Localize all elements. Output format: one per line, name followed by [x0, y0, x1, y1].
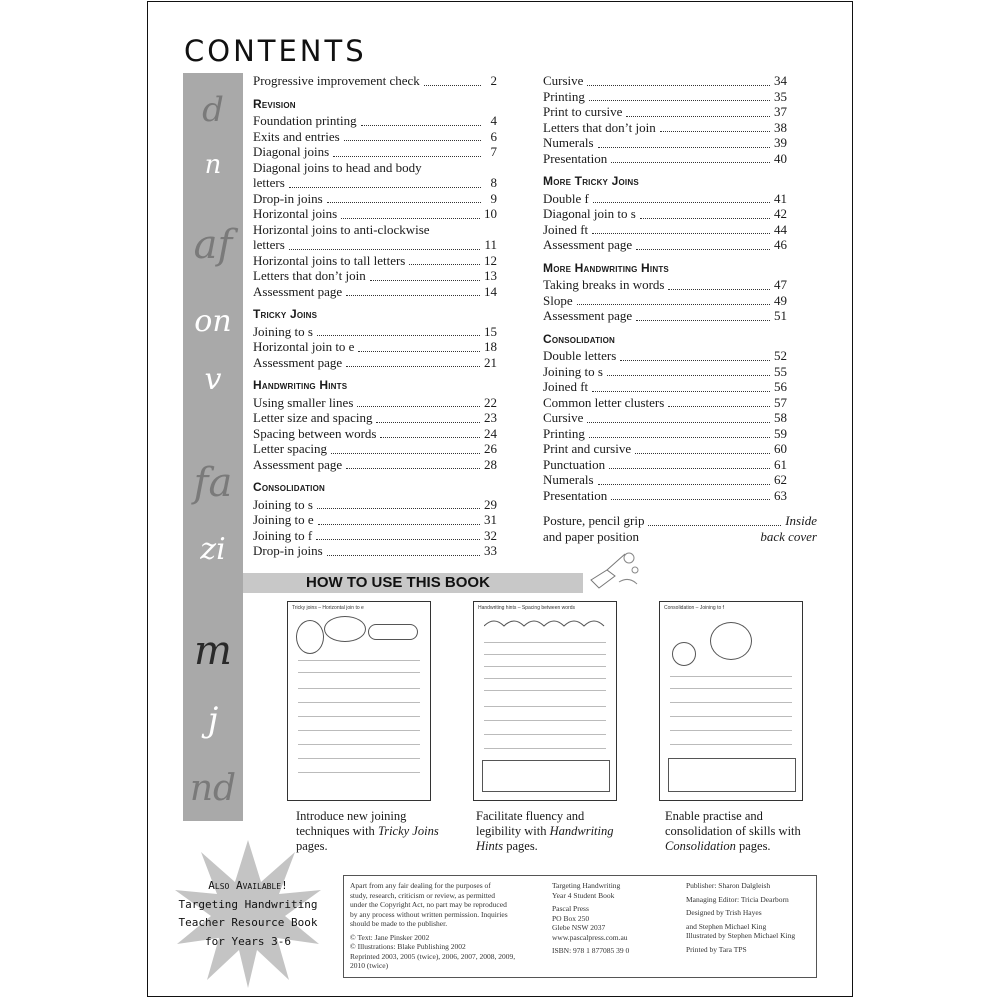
entry-label: Spacing between words [253, 425, 377, 441]
entry-label: Assessment page [543, 237, 633, 252]
entry-label: Letter size and spacing [253, 410, 373, 425]
entry-page: 34 [774, 73, 787, 88]
leader-dots [331, 453, 480, 454]
caption-text: pages. [735, 839, 771, 853]
contents-entry [543, 426, 787, 442]
imprint-line: should be made to the publisher. [350, 919, 448, 928]
contents-entry-line1: Horizontal joins to anti-clockwise [253, 221, 430, 237]
entry-page: 55 [774, 363, 787, 379]
entry-label: Horizontal joins to tall letters [253, 252, 406, 268]
entry-label: Presentation [543, 487, 608, 503]
imprint-credits [686, 881, 816, 958]
leader-dots [636, 249, 770, 250]
contents-entry [543, 308, 787, 324]
contents-entry [543, 528, 817, 545]
entry-label: Assessment page [253, 456, 343, 472]
leader-dots [346, 366, 480, 367]
entry-label: Slope [543, 292, 573, 308]
imprint-line: under the Copyright Act, no part may be reproduced [350, 900, 507, 909]
entry-label: Double letters [543, 348, 617, 363]
entry-label: Joining to s [253, 323, 313, 339]
imprint-line: Pascal Press [552, 904, 589, 913]
caption-section-name: Tricky Joins [377, 824, 439, 838]
character-illustration [710, 622, 752, 660]
contents-right-column [543, 73, 817, 544]
leader-dots [318, 524, 480, 525]
imprint-line: 2010 (twice) [350, 961, 389, 970]
contents-entry [253, 144, 497, 160]
contents-entry [253, 268, 497, 284]
leader-dots [346, 468, 480, 469]
imprint-line: Year 4 Student Book [552, 890, 615, 900]
entry-page: Inside [785, 513, 817, 528]
entry-label: Assessment page [253, 283, 343, 299]
imprint-line: Managing Editor: Tricia Dearborn [686, 894, 789, 904]
strip-letter: zi [200, 532, 226, 567]
entry-label: and paper position [543, 528, 640, 544]
contents-entry [253, 528, 497, 544]
entry-page: 42 [774, 206, 787, 221]
contents-entry [253, 73, 497, 89]
entry-label: Joining to s [253, 496, 313, 512]
imprint-line: Targeting Handwriting [552, 881, 621, 890]
entry-page: 26 [484, 441, 497, 456]
entry-page: 15 [484, 323, 497, 339]
entry-page: 63 [774, 487, 787, 503]
leader-dots [327, 202, 481, 203]
entry-label: Joined ft [543, 221, 589, 237]
pencil-doodle-icon [585, 546, 645, 596]
leader-dots [333, 156, 481, 157]
contents-entry [543, 472, 787, 488]
contents-entry [253, 543, 497, 559]
entry-label: Joining to e [253, 512, 314, 527]
entry-page: 35 [774, 88, 787, 104]
entry-page: 62 [774, 472, 787, 487]
leader-dots [587, 422, 770, 423]
entry-page: 29 [484, 496, 497, 512]
also-available-line2: Targeting Handwriting [178, 897, 318, 911]
thumbnail-header: Tricky joins – Horizontal join to e [292, 605, 364, 611]
contents-entry [543, 120, 787, 136]
entry-page: 37 [774, 104, 787, 119]
strip-letter: m [194, 628, 232, 674]
leader-dots [357, 406, 480, 407]
section-heading: Consolidation [543, 331, 616, 346]
imprint-line: www.pascalpress.com.au [552, 932, 628, 942]
entry-label: Progressive improvement check [253, 73, 420, 88]
imprint-line: Illustrated by Stephen Michael King [686, 931, 796, 940]
entry-page: 28 [484, 456, 497, 472]
character-illustration [296, 620, 324, 654]
leader-dots [598, 484, 770, 485]
leader-dots [316, 539, 480, 540]
contents-entry [253, 206, 497, 222]
entry-label: Letters that don’t join [253, 268, 366, 283]
leader-dots [589, 437, 770, 438]
entry-page: 8 [490, 175, 497, 190]
contents-entry [543, 222, 787, 238]
contents-entry-line1: Diagonal joins to head and body [253, 159, 422, 175]
entry-label: Joined ft [543, 379, 589, 394]
entry-label: Joining to s [543, 363, 603, 379]
entry-label: Diagonal joins [253, 144, 330, 159]
sample-page-thumbnail-handwriting-hints [473, 601, 617, 801]
leader-dots [620, 360, 770, 361]
contents-entry [253, 426, 497, 442]
entry-label: Horizontal joins [253, 206, 338, 221]
entry-page: 6 [490, 128, 497, 144]
also-available-line3: Teacher Resource Book [178, 916, 318, 929]
entry-page: 61 [774, 456, 787, 472]
entry-page: 38 [774, 119, 787, 135]
entry-page: 52 [774, 348, 787, 363]
leader-dots [370, 280, 480, 281]
imprint-isbn: ISBN: 978 1 877085 39 0 [552, 946, 630, 955]
how-to-use-heading: HOW TO USE THIS BOOK [306, 574, 490, 591]
imprint-book-info [552, 881, 672, 956]
entry-page: 24 [484, 425, 497, 441]
leader-dots [358, 351, 480, 352]
entry-page: 49 [774, 292, 787, 308]
contents-entry [253, 497, 497, 513]
contents-entry [543, 206, 787, 222]
contents-entry [543, 488, 787, 504]
entry-page: 32 [484, 527, 497, 543]
imprint-line: © Text: Jane Pinsker 2002 [350, 932, 430, 942]
caption-section-name: Handwriting Hints [476, 824, 614, 853]
speech-bubble [324, 616, 366, 642]
leader-dots [587, 85, 770, 86]
entry-label: Assessment page [543, 308, 633, 323]
contents-entry [543, 364, 787, 380]
sample-page-thumbnail-tricky-joins [287, 601, 431, 801]
sample-page-thumbnail-consolidation [659, 601, 803, 801]
contents-entry [253, 324, 497, 340]
section-heading: Consolidation [253, 480, 326, 494]
leader-dots [376, 422, 480, 423]
leader-dots [341, 218, 480, 219]
contents-entry [253, 457, 497, 473]
thumbnail-caption-consolidation [665, 809, 815, 854]
entry-page: 14 [484, 283, 497, 299]
entry-label: letters [253, 237, 285, 252]
entry-label: Numerals [543, 472, 594, 487]
imprint-box [343, 875, 817, 978]
contents-entry [253, 512, 497, 528]
example-box [368, 624, 418, 640]
leader-dots [361, 125, 481, 126]
entry-page: 33 [484, 543, 497, 558]
imprint-line: Reprinted 2003, 2005 (twice), 2006, 2007, 2008, 2009, [350, 951, 516, 961]
imprint-line: and Stephen Michael King [686, 921, 767, 931]
entry-page: 9 [490, 190, 497, 206]
leader-dots [668, 406, 770, 407]
imprint-line: by any process without written permission. Inquiries [350, 909, 508, 919]
entry-page: 10 [484, 206, 497, 221]
entry-label: Using smaller lines [253, 394, 354, 410]
caption-text: Enable practise and consolidation of skills with [665, 809, 801, 838]
imprint-line: study, research, criticism or review, as permitted [350, 890, 496, 900]
entry-label: letters [253, 175, 285, 190]
entry-label: Drop-in joins [253, 190, 323, 206]
caption-text: Facilitate fluency and legibility with [476, 809, 585, 838]
entry-page: 4 [490, 113, 497, 128]
strip-letter: nd [189, 768, 237, 809]
assessment-box [482, 760, 610, 792]
leader-dots [346, 295, 480, 296]
contents-entry [253, 129, 497, 145]
contents-left-column [253, 73, 497, 559]
entry-page: 11 [484, 237, 497, 252]
entry-page: 13 [484, 268, 497, 283]
contents-entry [543, 73, 787, 89]
entry-label: Taking breaks in words [543, 277, 665, 292]
contents-entry [543, 237, 787, 253]
assessment-box [668, 758, 796, 792]
contents-entry [253, 441, 497, 457]
entry-label: Common letter clusters [543, 394, 665, 410]
entry-label: Cursive [543, 410, 584, 425]
entry-page: 46 [774, 237, 787, 252]
leader-dots [289, 249, 481, 250]
entry-page: 60 [774, 441, 787, 456]
leader-dots [636, 320, 770, 321]
entry-label: Horizontal join to e [253, 339, 355, 354]
entry-label: Assessment page [253, 354, 343, 370]
character-illustration [672, 642, 696, 666]
entry-label: Letter spacing [253, 441, 327, 456]
entry-page: 40 [774, 150, 787, 166]
entry-page: 51 [774, 308, 787, 323]
imprint-copyright [350, 881, 538, 971]
thumbnail-header: Handwriting hints – Spacing between words [478, 605, 575, 611]
contents-entry [543, 348, 787, 364]
leader-dots [589, 100, 770, 101]
leader-dots [409, 264, 480, 265]
imprint-line: Glebe NSW 2037 [552, 923, 606, 932]
section-heading: Handwriting Hints [253, 378, 348, 392]
leader-dots [648, 525, 781, 526]
imprint-line: Publisher: Sharon Dalgleish [686, 881, 771, 890]
caption-text: pages. [296, 839, 328, 853]
entry-page: 12 [484, 252, 497, 268]
leader-dots [344, 140, 481, 141]
entry-page: 18 [484, 339, 497, 354]
entry-label: Letters that don’t join [543, 119, 656, 135]
entry-label: Foundation printing [253, 113, 357, 128]
leader-dots [626, 116, 770, 117]
contents-entry [543, 135, 787, 151]
entry-label: Diagonal join to s [543, 206, 636, 221]
entry-page: 39 [774, 135, 787, 150]
contents-entry [253, 237, 497, 253]
contents-entry [253, 113, 497, 129]
leader-dots [640, 218, 770, 219]
entry-page: 44 [774, 221, 787, 237]
contents-entry [543, 277, 787, 293]
contents-entry [543, 457, 787, 473]
contents-entry [543, 379, 787, 395]
leader-dots [327, 555, 480, 556]
also-available-line4: for Years 3-6 [204, 934, 292, 948]
entry-page: 59 [774, 425, 787, 441]
entry-label: Double f [543, 190, 589, 206]
entry-page: 21 [484, 354, 497, 370]
section-heading: More Tricky Joins [543, 174, 639, 188]
contents-entry [253, 395, 497, 411]
entry-page: 23 [484, 410, 497, 425]
also-available-line1: Also Available! [208, 879, 288, 892]
contents-entry [543, 441, 787, 457]
leader-dots [289, 187, 481, 188]
leader-dots [317, 335, 480, 336]
contents-entry [543, 89, 787, 105]
leader-dots [609, 468, 770, 469]
entry-label: Cursive [543, 73, 584, 88]
entry-page: 58 [774, 410, 787, 425]
contents-entry [543, 513, 817, 529]
strip-letter: v [204, 362, 222, 397]
contents-entry [543, 410, 787, 426]
page-title: CONTENTS [184, 34, 367, 68]
imprint-line: Designed by Trish Hayes [686, 908, 762, 917]
caption-text: Introduce new joining techniques with [296, 809, 407, 838]
entry-label: Presentation [543, 150, 608, 166]
strip-letter: d [202, 90, 224, 130]
section-heading: Revision [253, 96, 296, 111]
contents-entry [253, 410, 497, 426]
imprint-line: PO Box 250 [552, 913, 590, 923]
entry-page: back cover [760, 528, 817, 544]
leader-dots [607, 375, 770, 376]
entry-label: Printing [543, 425, 585, 441]
thumbnail-header: Consolidation – Joining to f [664, 605, 725, 611]
entry-label: Joining to f [253, 527, 313, 543]
also-available-text [173, 877, 323, 951]
strip-letter: on [194, 304, 232, 339]
leader-dots [611, 499, 770, 500]
entry-label: Exits and entries [253, 128, 340, 144]
contents-entry [253, 253, 497, 269]
entry-page: 57 [774, 394, 787, 410]
entry-label: Print to cursive [543, 104, 623, 119]
contents-entry [253, 355, 497, 371]
leader-dots [611, 162, 770, 163]
entry-label: Punctuation [543, 456, 606, 472]
entry-page: 41 [774, 190, 787, 206]
entry-page: 22 [484, 394, 497, 410]
entry-page: 47 [774, 277, 787, 292]
leader-dots [424, 85, 481, 86]
contents-entry [253, 175, 497, 191]
caption-section-name: Consolidation [665, 839, 736, 853]
imprint-line: Apart from any fair dealing for the purposes of [350, 881, 491, 890]
entry-page: 7 [490, 144, 497, 159]
caption-text: pages. [503, 839, 538, 853]
contents-entry [543, 191, 787, 207]
strip-letter: n [204, 150, 222, 180]
contents-entry [253, 284, 497, 300]
leader-dots [593, 202, 770, 203]
strip-letter: fa [193, 460, 233, 506]
leader-dots [592, 391, 770, 392]
leader-dots [577, 304, 770, 305]
imprint-line: Printed by Tara TPS [686, 944, 747, 954]
entry-label: Posture, pencil grip [543, 513, 645, 528]
entry-page: 56 [774, 379, 787, 394]
contents-entry [543, 293, 787, 309]
entry-label: Print and cursive [543, 441, 632, 456]
contents-entry [253, 191, 497, 207]
entry-page: 31 [484, 512, 497, 527]
section-heading: Tricky Joins [253, 307, 318, 321]
contents-entry [543, 151, 787, 167]
leader-dots [660, 131, 770, 132]
entry-label: Drop-in joins [253, 543, 323, 558]
leader-dots [380, 437, 480, 438]
section-heading: More Handwriting Hints [543, 260, 669, 275]
contents-entry [543, 104, 787, 120]
leader-dots [668, 289, 770, 290]
entry-label: Numerals [543, 135, 594, 150]
strip-letter: af [193, 222, 233, 268]
posture-entry [543, 513, 817, 544]
wavy-border-icon [484, 616, 608, 630]
leader-dots [635, 453, 770, 454]
leader-dots [317, 508, 480, 509]
contents-entry [543, 395, 787, 411]
leader-dots [598, 147, 770, 148]
entry-page: 2 [490, 73, 497, 88]
strip-letter: j [207, 700, 219, 740]
entry-label: Printing [543, 88, 585, 104]
contents-entry [253, 339, 497, 355]
thumbnail-caption-handwriting-hints [476, 809, 626, 854]
leader-dots [592, 233, 770, 234]
imprint-line: © Illustrations: Blake Publishing 2002 [350, 942, 466, 951]
